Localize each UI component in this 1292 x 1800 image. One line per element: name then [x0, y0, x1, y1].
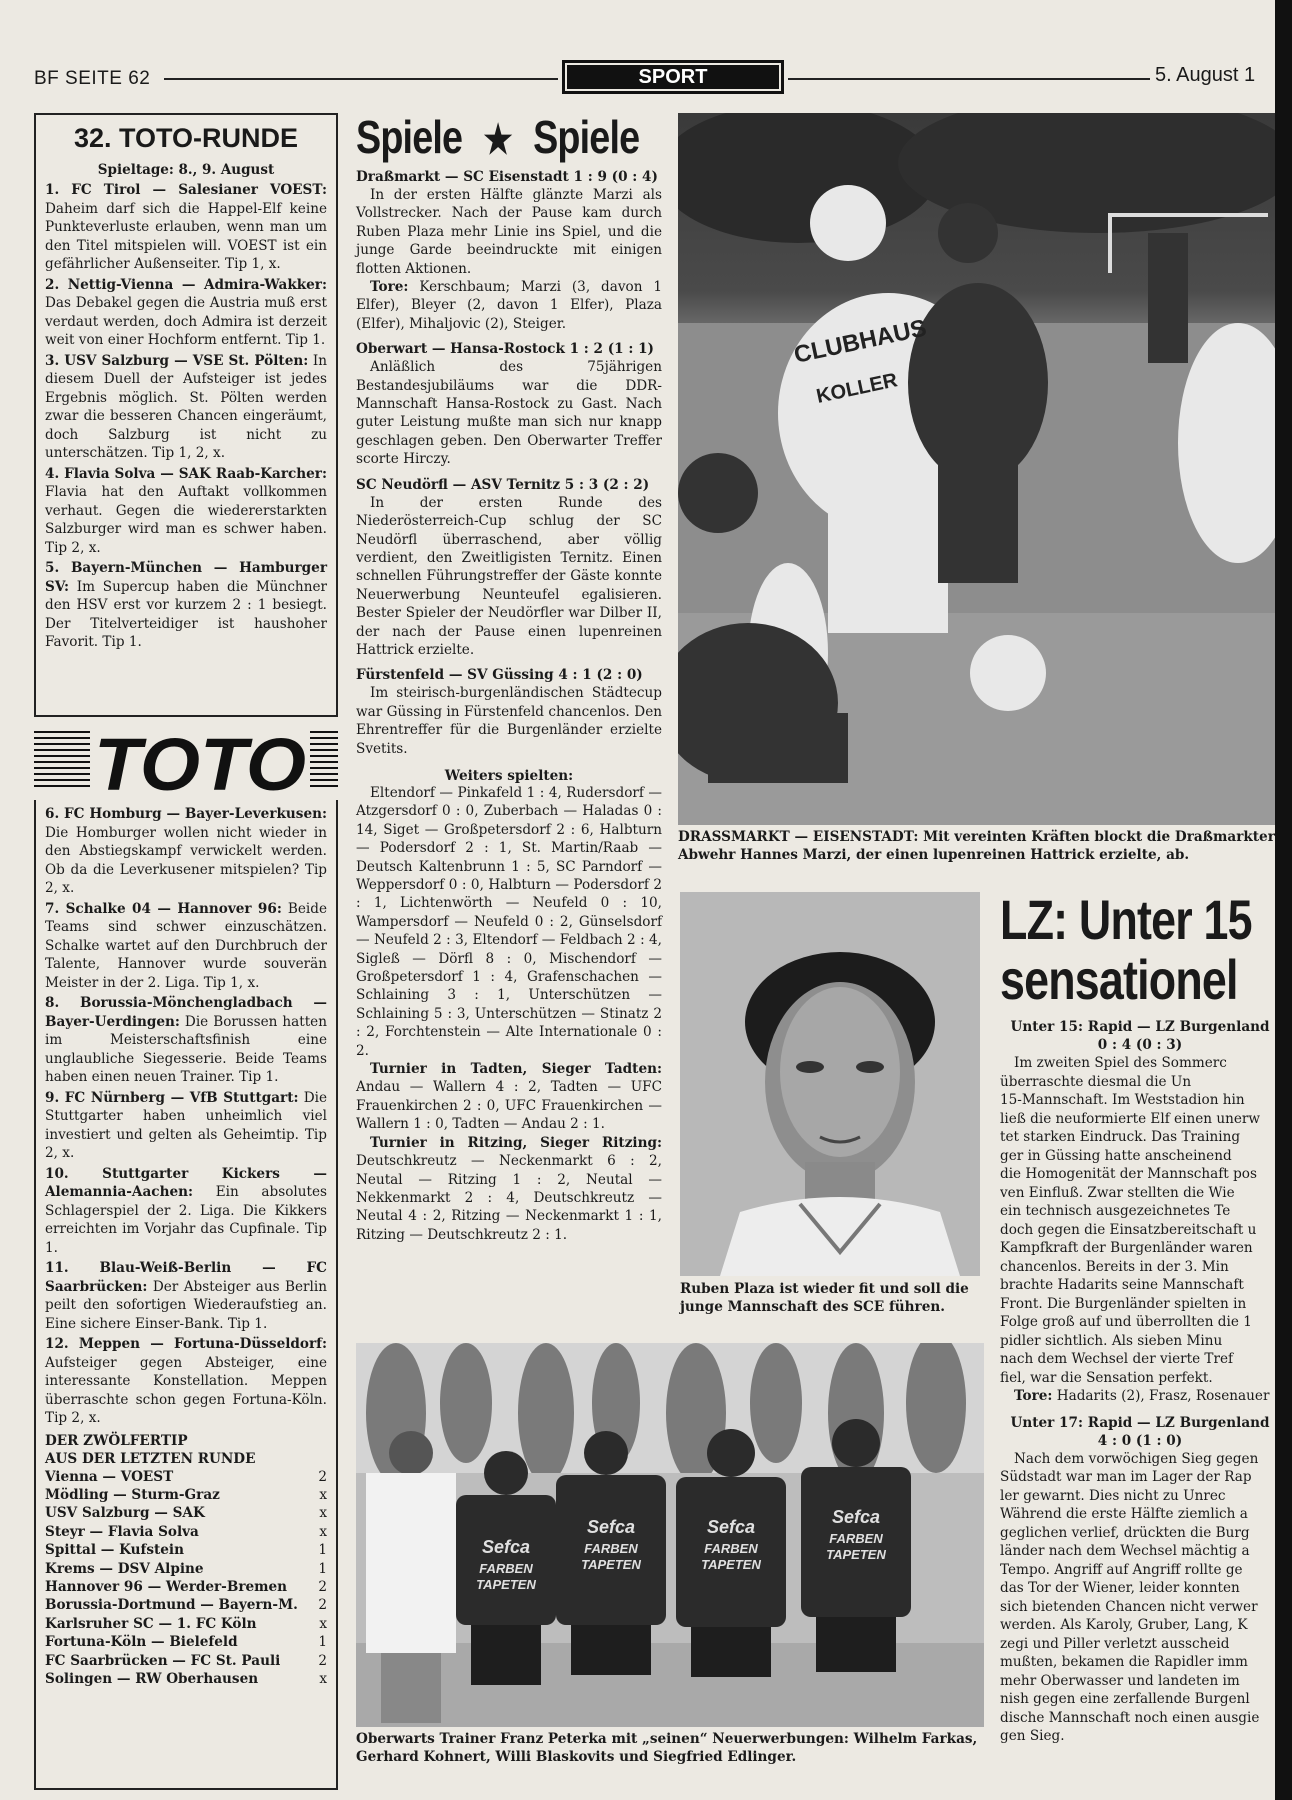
- lz-line: mehr Oberwasser und landeten im: [1000, 1672, 1240, 1689]
- turnier-tadten-text: Andau — Wallern 4 : 2, Tadten — UFC Frauenkirchen 2 : 0, UFC Frauenkirchen — Wallern 1 : 0, Tadten — Andau 2 : 1.: [356, 1079, 662, 1133]
- toto-item-head: 11. Blau-Weiß-Berlin — FC Saarbrücken:: [45, 1260, 327, 1295]
- zwoelfertip-row: [45, 1652, 327, 1670]
- zwoelfertip-row: [45, 1486, 327, 1504]
- shirt-text-2: KOLLER: [814, 369, 900, 408]
- zwoelfertip-title-line-2: AUS DER LETZTEN RUNDE: [45, 1450, 256, 1467]
- zwoelfertip-row: [45, 1596, 327, 1614]
- zwoelfertip-tip: 2: [318, 1652, 327, 1669]
- lz-line: überraschte diesmal die Un: [1000, 1073, 1192, 1090]
- lz-line: ven Einfluß. Zwar stellten die Wie: [1000, 1184, 1235, 1201]
- lz-game2-text: [1000, 1450, 1280, 1746]
- zwoelfertip-tip: x: [319, 1486, 327, 1503]
- toto-item-text: Daheim darf sich die Happel-Elf keine Punkteverluste erlauben, wenn man um den Titel mitspielen will. VOEST ist ein gefährlicher Außenseiter. Tip 1, x.: [45, 200, 327, 272]
- toto-item: [45, 900, 327, 993]
- lz-tore: [1000, 1387, 1280, 1406]
- lz-line: zegi und Piller verletzt ausscheid: [1000, 1635, 1230, 1652]
- zwoelfertip-match: Borussia-Dortmund — Bayern-M.: [45, 1597, 298, 1614]
- lz-line: pidler sichtlich. Als sieben Minu: [1000, 1332, 1223, 1349]
- toto-item: [45, 559, 327, 652]
- lz-article: [1000, 890, 1280, 1790]
- lz-line: Während die erste Hälfte ziemlich a: [1000, 1506, 1248, 1522]
- spiele-column: [356, 113, 662, 1313]
- team-photo-caption: Oberwarts Trainer Franz Peterka mit „seinen“ Neuerwerbungen: Wilhelm Farkas, Gerhard Kohnert, Willi Blaskovits und Siegfried Edlinger.: [356, 1731, 978, 1765]
- lz-line: Südstadt war man im Lager der Rap: [1000, 1469, 1252, 1485]
- game-tore-text: Kerschbaum; Marzi (3, davon 1 Elfer), Bleyer (2, davon 1 Elfer), Plaza (Elfer), Mihaljovic (2), Steiger.: [356, 279, 662, 332]
- lz-line: ger in Güssing hatte anscheinend: [1000, 1147, 1232, 1164]
- lz-line: Im zweiten Spiel des Sommerc: [1014, 1055, 1227, 1071]
- lz-line: nach dem Wechsel der vierte Tref: [1000, 1351, 1234, 1367]
- team-shirt-sponsor-1: Sefca: [481, 1537, 531, 1557]
- spieltage: Spieltage: 8., 9. August: [97, 162, 275, 178]
- team-shirt-tapeten-4: TAPETEN: [826, 1547, 886, 1562]
- game-head: Draßmarkt — SC Eisenstadt 1 : 9 (0 : 4): [356, 169, 658, 185]
- zwoelfertip-match: Solingen — RW Oberhausen: [45, 1670, 259, 1687]
- zwoelfertip-match: FC Saarbrücken — FC St. Pauli: [45, 1652, 281, 1669]
- toto-item: [45, 994, 327, 1087]
- game-head: Fürstenfeld — SV Güssing 4 : 1 (2 : 0): [356, 667, 643, 684]
- zwoelfertip-match: Karlsruher SC — 1. FC Köln: [45, 1615, 257, 1632]
- zwoelfertip-match: USV Salzburg — SAK: [45, 1505, 205, 1522]
- zwoelfertip-tip: 2: [318, 1578, 327, 1595]
- zwoelfertip-row: [45, 1523, 327, 1541]
- team-shirt-sponsor-4: Sefca: [831, 1507, 881, 1527]
- lz-line: doch gegen die Einsatzbereitschaft u: [1000, 1221, 1257, 1238]
- header-rule-left: [164, 78, 558, 80]
- game-text: In der ersten Runde des Niederösterreich-Cup schlug der SC Neudörfl überraschend, aber völlig verdient, den Zweitligisten Ternitz. Einen schnellen Führungstreffer der Gäste konnte Neuerwerbung Neunteufel egalisieren. Bester Spieler der Neudörfler war Dilber II, der nach der Pause einen lupenreinen Hattrick erzielte.: [356, 494, 662, 658]
- weiters-text: Eltendorf — Pinkafeld 1 : 4, Rudersdorf — Atzgersdorf 0 : 0, Zuberbach — Haladas 0 : 14, Siget — Großpetersdorf 2 : 6, Halbturn — Podersdorf 2 : 1, St. Martin/Raab — Deutsch Kaltenbrunn 1 : 5, SC Parndorf — Weppersdorf 0 : 0, Halbturn — Podersdorf 2 : 1, Lichtenwörth — Neufeld 0 : 10, Wampersdorf — Neufeld 0 : 2, Günselsdorf — Neufeld 2 : 3, Eltendorf — Feldbach 2 : 4, Sigleß — Dörfl 8 : 0, Mischendorf — Großpetersdorf 1 : 4, Grafenschachen — Schlaining 3 : 1, Unterschützen — Schlaining 5 : 3, Unterschützen — Stinatz 2 : 2, Forchtenstein — Alte Internationale 0 : 2.: [356, 784, 662, 1059]
- toto-item-head: 6. FC Homburg — Bayer-Leverkusen:: [45, 806, 327, 822]
- toto-item: [45, 352, 327, 463]
- team-shirt-sponsor-2: Sefca: [586, 1517, 636, 1537]
- toto-item-text: Aufsteiger gegen Absteiger, eine interessante Konstellation. Meppen überraschte schon gegen Fortuna-Köln. Tip 2, x.: [45, 1354, 327, 1426]
- toto-item: [45, 805, 327, 898]
- toto-item: [45, 181, 327, 274]
- game-text: Anläßlich des 75jährigen Bestandesjubiläums war die DDR-Mannschaft Hansa-Rostock zu Gast. Nach guter Leistung mußte man sich nur knapp geschlagen geben. Den Oberwarter Treffer scorte Hirczy.: [356, 359, 662, 468]
- lz-line: chancenlos. Bereits in der 3. Min: [1000, 1258, 1229, 1275]
- turnier-tadten: [356, 1060, 662, 1134]
- lz-line: geglichen verlief, drückten die Burg: [1000, 1524, 1250, 1541]
- toto-item-text: Ein absolutes Schlagerspiel der 2. Liga. Die Kikkers erreichten im Vorjahr das Cupfinale. Tip 1.: [45, 1184, 327, 1256]
- team-shirt-tapeten-2: TAPETEN: [581, 1557, 641, 1572]
- zwoelfertip-match: Vienna — VOEST: [45, 1468, 174, 1485]
- lz-line: ein technisch ausgezeichnetes Te: [1000, 1203, 1231, 1219]
- shirt-text-1: CLUBHAUS: [791, 314, 929, 369]
- zwoelfertip-row: [45, 1633, 327, 1651]
- page-number: BF SEITE 62: [34, 68, 151, 89]
- section-label: SPORT: [567, 65, 779, 89]
- zwoelfertip-tip: x: [319, 1523, 327, 1540]
- game-head: SC Neudörfl — ASV Ternitz 5 : 3 (2 : 2): [356, 476, 650, 493]
- zwoelfertip-row: [45, 1578, 327, 1596]
- toto-item-head: 8. Borussia-Mönchengladbach — Bayer-Uerdingen:: [45, 995, 327, 1030]
- lz-line: dische Mannschaft noch einen ausgie: [1000, 1709, 1260, 1726]
- toto-logo-text: TOTO: [94, 723, 306, 798]
- toto-item-head: 3. USV Salzburg — VSE St. Pölten:: [45, 352, 309, 369]
- spiele-headline: [356, 111, 640, 164]
- toto-runde-title: 32. TOTO-RUNDE: [73, 123, 299, 153]
- toto-item-head: 12. Meppen — Fortuna-Düsseldorf:: [45, 1336, 327, 1352]
- lz-game2-head-1: Unter 17: Rapid — LZ Burgenland: [1010, 1414, 1270, 1431]
- toto-logo: [34, 720, 338, 798]
- game-text: In der ersten Hälfte glänzte Marzi als Vollstrecker. Nach der Pause kam durch Ruben Plaza mehr Linie ins Spiel, und die junge Garde beeindruckte mit einigen flotten Aktionen.: [356, 187, 662, 277]
- lz-line: Nach dem vorwöchigen Sieg gegen: [1014, 1450, 1259, 1467]
- team-shirt-tapeten-1: TAPETEN: [476, 1577, 536, 1592]
- turnier-tadten-head: Turnier in Tadten, Sieger Tadten:: [370, 1061, 662, 1078]
- toto-item-head: 4. Flavia Solva — SAK Raab-Karcher:: [45, 465, 327, 482]
- zwoelfertip-tip: 1: [318, 1560, 327, 1577]
- toto-item: [45, 276, 327, 350]
- lz-line: länder nach dem Wechsel mächtig a: [1000, 1543, 1250, 1559]
- toto-item-head: 7. Schalke 04 — Hannover 96:: [45, 900, 282, 917]
- team-shirt-farben-1: FARBEN: [479, 1561, 533, 1576]
- portrait-photo: [680, 892, 980, 1276]
- lz-line: 15-Mannschaft. Im Weststadion hin: [1000, 1092, 1245, 1108]
- lz-line: mußten, bekamen die Rapidler imm: [1000, 1654, 1248, 1670]
- toto-item-text: Die Stuttgarter haben unheimlich viel investiert und gelten als Geheimtip. Tip 2, x.: [45, 1089, 327, 1161]
- lz-line: ließ die neuformierte Elf einen unerw: [1000, 1110, 1261, 1127]
- issue-date: 5. August 1: [1155, 64, 1256, 86]
- lz-line: sich bietenden Chancen nicht verwer: [1000, 1598, 1258, 1615]
- zwoelfertip-match: Spittal — Kufstein: [45, 1542, 184, 1559]
- toto-item-head: 9. FC Nürnberg — VfB Stuttgart:: [45, 1089, 299, 1106]
- scan-edge-bar: [1275, 0, 1292, 1800]
- spiele-headline-left: Spiele: [356, 111, 463, 163]
- lz-line: Folge groß auf und überrollten die 1: [1000, 1314, 1252, 1330]
- portrait-photo-caption: Ruben Plaza ist wieder fit und soll die junge Mannschaft des SCE führen.: [680, 1281, 969, 1315]
- toto-runde-box-continued: [34, 800, 338, 1790]
- toto-runde-box: [34, 113, 338, 717]
- games-list: [356, 168, 662, 758]
- lz-line: fiel, war die Sensation perfekt.: [1000, 1369, 1213, 1386]
- turnier-ritzing-text: Deutschkreutz — Neckenmarkt 6 : 2, Neutal — Ritzing 1 : 2, Neutal — Nekkenmarkt 2 : 4, Deutschkreutz — Neutal 4 : 2, Ritzing — Neckenmarkt 1 : 1, Ritzing — Deutschkreutz 2 : 1.: [356, 1153, 662, 1243]
- toto-item-text: Die Borussen hatten im Meisterschaftsfinish eine unglaubliche Siegesserie. Beide Teams haben einen neuen Trainer. Tip 1.: [45, 1013, 327, 1085]
- toto-item-text: Die Homburger wollen nicht wieder in den Abstiegskampf verwickelt werden. Ob da die Leverkusener mitspielen? Tip 2, x.: [45, 824, 327, 896]
- section-label-box: [562, 60, 784, 94]
- zwoelfertip-row: [45, 1504, 327, 1522]
- page-header: [0, 56, 1292, 96]
- zwoelfertip-tip: 2: [318, 1468, 327, 1485]
- toto-item-head: 2. Nettig-Vienna — Admira-Wakker:: [45, 276, 327, 293]
- lz-game1-head-1: Unter 15: Rapid — LZ Burgenland: [1010, 1019, 1270, 1035]
- team-shirt-farben-2: FARBEN: [584, 1541, 638, 1556]
- zwoelfertip-match: Steyr — Flavia Solva: [45, 1523, 199, 1540]
- lz-line: Kampfkraft der Burgenländer waren: [1000, 1240, 1253, 1256]
- lz-line: tet starken Eindruck. Das Training: [1000, 1129, 1241, 1145]
- zwoelfertip-list: [45, 1468, 327, 1689]
- toto-item-text: Das Debakel gegen die Austria muß erst verdaut werden, doch Admira ist derzeit weit von einer Hochform entfernt. Tip 1.: [45, 295, 327, 348]
- game-tore-label: Tore:: [370, 279, 409, 296]
- team-shirt-farben-3: FARBEN: [704, 1541, 758, 1556]
- zwoelfertip-match: Krems — DSV Alpine: [45, 1560, 204, 1577]
- lz-line: ler gewarnt. Dies nicht zu Unrec: [1000, 1487, 1226, 1504]
- lz-line: Tempo. Angriff auf Angriff rollte ge: [1000, 1561, 1243, 1578]
- lz-game1-head-2: 0 : 4 (0 : 3): [1097, 1037, 1183, 1053]
- turnier-ritzing: [356, 1134, 662, 1244]
- team-shirt-tapeten-3: TAPETEN: [701, 1557, 761, 1572]
- toto-items-6-12: [45, 805, 327, 1428]
- toto-item: [45, 1335, 327, 1428]
- zwoelfertip-row: [45, 1560, 327, 1578]
- toto-item-text: Der Absteiger aus Berlin peilt den sofortigen Wiederaufstieg an. Eine sichere Einser-Bank. Tip 1.: [45, 1278, 327, 1332]
- lz-tore-label: Tore:: [1014, 1388, 1053, 1404]
- zwoelfertip-tip: 2: [318, 1597, 327, 1614]
- spiele-headline-right: Spiele: [533, 111, 640, 163]
- zwoelfertip-title-line-1: DER ZWÖLFERTIP: [45, 1432, 188, 1449]
- team-shirt-farben-4: FARBEN: [829, 1531, 883, 1546]
- team-photo: [356, 1343, 984, 1727]
- match-photo-caption: DRASSMARKT — EISENSTADT: Mit vereinten Kräften blockt die Draßmarkter Abwehr Hannes Marzi, der einen lupenreinen Hattrick erzielte, ab.: [678, 829, 1275, 863]
- zwoelfertip-row: [45, 1541, 327, 1559]
- zwoelfertip-tip: x: [319, 1670, 327, 1687]
- lz-headline-2: sensationel: [1000, 948, 1238, 1011]
- zwoelfertip-tip: x: [319, 1615, 327, 1632]
- weiters-title: Weiters spielten:: [444, 767, 574, 784]
- lz-line: die Homogenität der Mannschaft pos: [1000, 1166, 1257, 1182]
- lz-headline-1: LZ: Unter 15: [1000, 890, 1252, 951]
- toto-item-text: Im Supercup haben die Münchner den HSV erst vor kurzem 2 : 1 besiegt. Der Titelverteidiger ist haushoher Favorit. Tip 1.: [45, 578, 327, 650]
- lz-game2-head-2: 4 : 0 (1 : 0): [1097, 1432, 1183, 1449]
- turnier-ritzing-head: Turnier in Ritzing, Sieger Ritzing:: [370, 1134, 662, 1151]
- game-head: Oberwart — Hansa-Rostock 1 : 2 (1 : 1): [356, 341, 654, 358]
- toto-item: [45, 1165, 327, 1258]
- zwoelfertip-match: Hannover 96 — Werder-Bremen: [45, 1578, 288, 1595]
- team-shirt-sponsor-3: Sefca: [706, 1517, 756, 1537]
- toto-item-text: Flavia hat den Auftakt vollkommen verhaut. Gegen die wiedererstarkten Salzburger wird man es schwer haben. Tip 2, x.: [45, 484, 327, 556]
- game-text: Im steirisch-burgenländischen Städtecup war Güssing in Fürstenfeld chancenlos. Den Ehrentreffer für die Burgenländer erzielte Svetits.: [356, 685, 662, 757]
- toto-items-1-5: [45, 181, 327, 652]
- lz-tore-text: Hadarits (2), Frasz, Rosenauer: [1052, 1388, 1270, 1404]
- lz-line: Front. Die Burgenländer spielten in: [1000, 1295, 1247, 1312]
- lz-line: das Tor der Wiener, leider konnten: [1000, 1580, 1240, 1596]
- zwoelfertip-row: [45, 1615, 327, 1633]
- match-photo: [678, 113, 1275, 825]
- toto-item-head: 10. Stuttgarter Kickers — Alemannia-Aachen:: [45, 1165, 327, 1200]
- lz-game1-text: [1000, 1054, 1280, 1387]
- toto-item-head: 1. FC Tirol — Salesianer VOEST:: [45, 182, 327, 198]
- zwoelfertip-title: [45, 1432, 327, 1468]
- toto-item: [45, 465, 327, 558]
- toto-item-text: Beide Teams sind schwer einzuschätzen. Schalke wartet auf den Durchbruch der Talente, Hannover wurde souverän Meister in der 2. Liga. Tip 1, x.: [45, 900, 327, 991]
- lz-line: brachte Hadarits seine Mannschaft: [1000, 1277, 1244, 1293]
- header-rule-right: [788, 78, 1150, 80]
- toto-item: [45, 1089, 327, 1163]
- zwoelfertip-tip: x: [319, 1505, 327, 1522]
- lz-line: nish gegen eine zerfallende Burgenl: [1000, 1691, 1250, 1707]
- zwoelfertip-match: Mödling — Sturm-Graz: [45, 1486, 220, 1503]
- star-icon: ★: [483, 118, 512, 162]
- toto-item-text: In diesem Duell der Aufsteiger ist jedes Ergebnis möglich. St. Pölten werden zwar die besseren Chancen eingeräumt, doch Salzburg ist nicht zu unterschätzen. Tip 1, 2, x.: [45, 352, 327, 461]
- toto-item: [45, 1259, 327, 1333]
- zwoelfertip-row: [45, 1468, 327, 1486]
- zwoelfertip-tip: 1: [318, 1542, 327, 1559]
- zwoelfertip-row: [45, 1670, 327, 1688]
- game-tore: [356, 278, 662, 333]
- lz-line: gen Sieg.: [1000, 1728, 1065, 1744]
- zwoelfertip-tip: 1: [318, 1634, 327, 1651]
- lz-line: werden. Als Karoly, Gruber, Lang, K: [1000, 1617, 1248, 1633]
- toto-item-head: 5. Bayern-München — Hamburger SV:: [45, 560, 327, 595]
- zwoelfertip-match: Fortuna-Köln — Bielefeld: [45, 1634, 238, 1651]
